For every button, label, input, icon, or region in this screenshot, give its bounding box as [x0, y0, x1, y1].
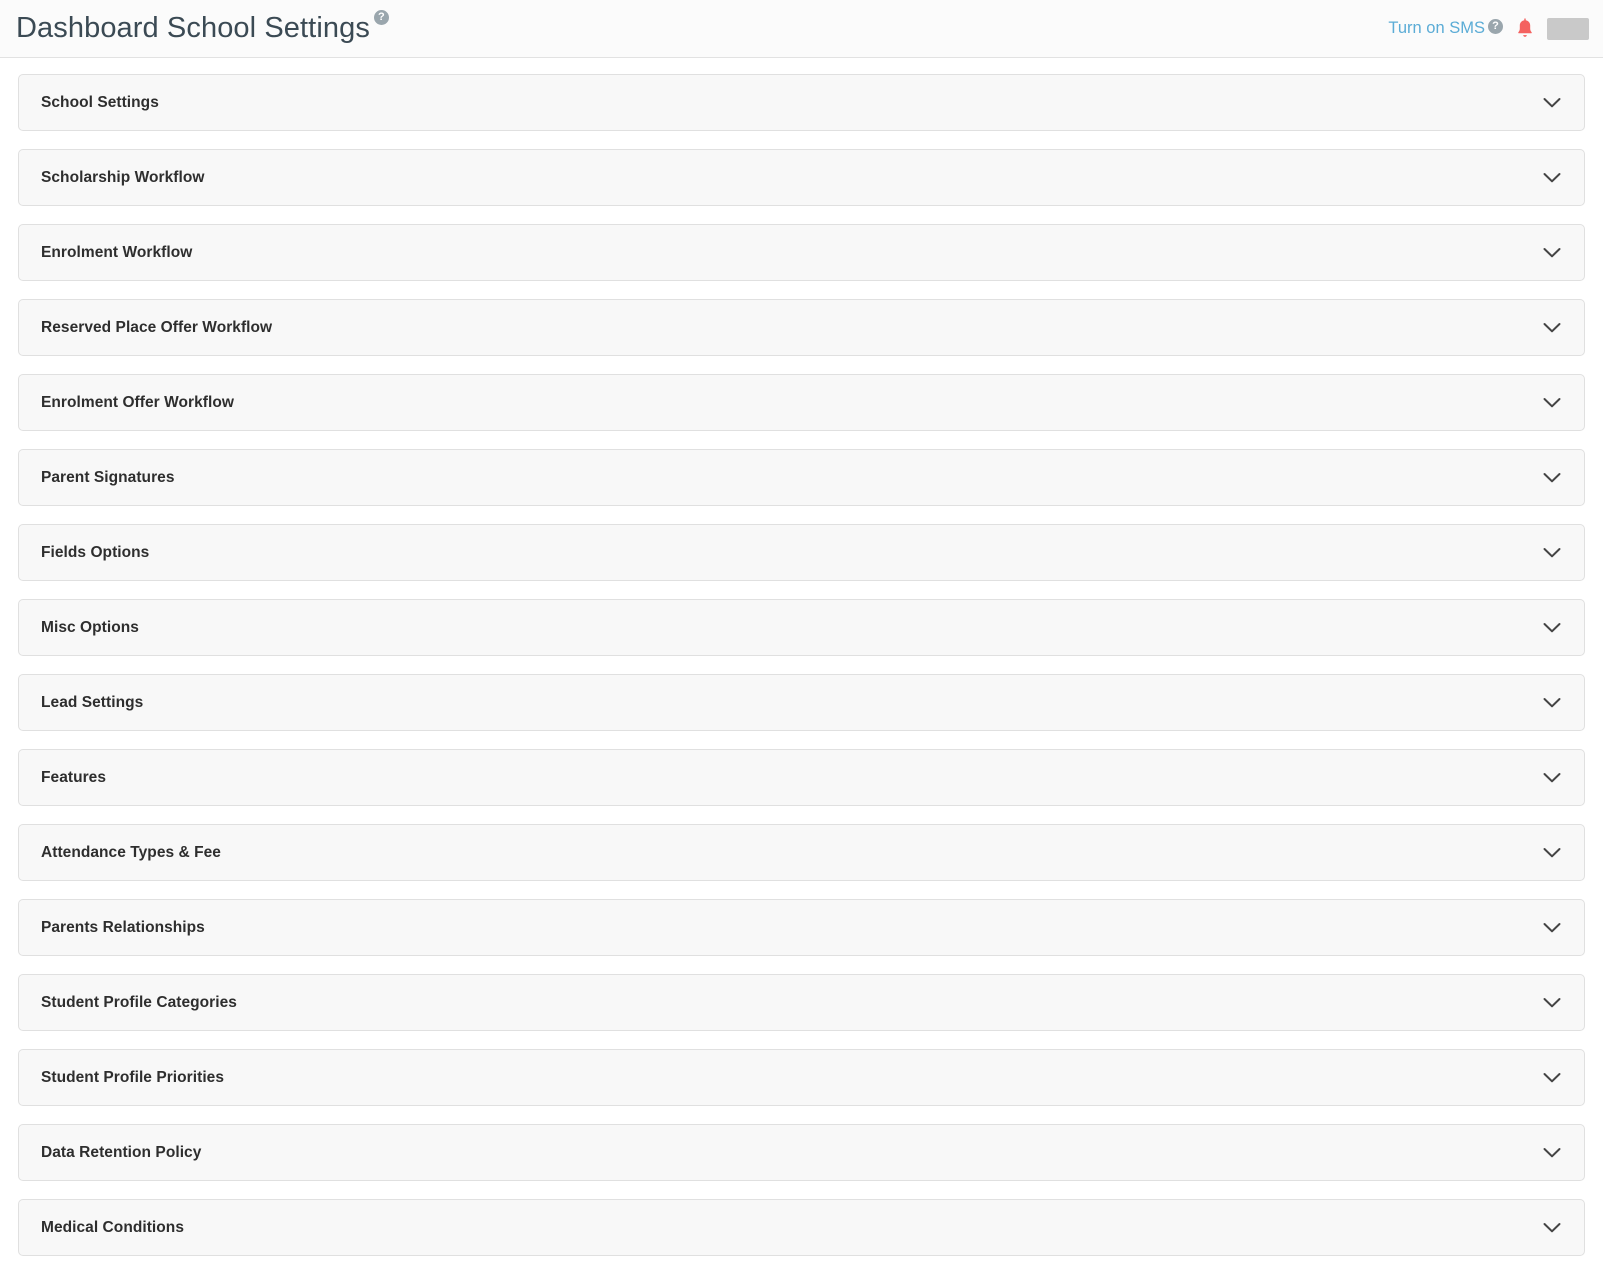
accordion-item-enrolment-workflow[interactable] [18, 224, 1585, 281]
accordion-title: Features [41, 768, 107, 786]
accordion-title: Scholarship Workflow [41, 168, 205, 186]
accordion-title: Lead Settings [41, 693, 144, 711]
accordion-item-parent-signatures[interactable] [18, 449, 1585, 506]
accordion-title: Misc Options [41, 618, 139, 636]
accordion-title: Attendance Types & Fee [41, 843, 221, 861]
accordion-title: Parents Relationships [41, 918, 205, 936]
chevron-down-icon[interactable] [1542, 1068, 1562, 1088]
accordion-item-medical-conditions[interactable] [18, 1199, 1585, 1256]
accordion-title: Data Retention Policy [41, 1143, 202, 1161]
accordion-title: Enrolment Workflow [41, 243, 193, 261]
accordion-title: Student Profile Categories [41, 993, 237, 1011]
accordion-title: School Settings [41, 93, 159, 111]
accordion-item-student-profile-categories[interactable] [18, 974, 1585, 1031]
accordion-item-student-profile-priorities[interactable] [18, 1049, 1585, 1106]
accordion-title: Enrolment Offer Workflow [41, 393, 234, 411]
page-title [16, 12, 389, 45]
accordion-item-features[interactable] [18, 749, 1585, 806]
chevron-down-icon[interactable] [1542, 693, 1562, 713]
chevron-down-icon[interactable] [1542, 843, 1562, 863]
chevron-down-icon[interactable] [1542, 768, 1562, 788]
accordion-item-misc-options[interactable] [18, 599, 1585, 656]
accordion-item-fields-options[interactable] [18, 524, 1585, 581]
help-icon[interactable]: ? [374, 10, 389, 25]
chevron-down-icon[interactable] [1542, 1143, 1562, 1163]
sms-help-icon[interactable]: ? [1488, 19, 1503, 34]
accordion-item-parents-relationships[interactable] [18, 899, 1585, 956]
turn-on-sms-label: Turn on SMS [1388, 19, 1485, 37]
accordion-item-attendance-types-fee[interactable] [18, 824, 1585, 881]
page-header [0, 0, 1603, 58]
chevron-down-icon[interactable] [1542, 243, 1562, 263]
chevron-down-icon[interactable] [1542, 543, 1562, 563]
accordion-title: Fields Options [41, 543, 150, 561]
accordion-title: Reserved Place Offer Workflow [41, 318, 273, 336]
chevron-down-icon[interactable] [1542, 168, 1562, 188]
chevron-down-icon[interactable] [1542, 318, 1562, 338]
accordion-item-lead-settings[interactable] [18, 674, 1585, 731]
chevron-down-icon[interactable] [1542, 993, 1562, 1013]
chevron-down-icon[interactable] [1542, 93, 1562, 113]
chevron-down-icon[interactable] [1542, 1218, 1562, 1238]
accordion-title: Student Profile Priorities [41, 1068, 225, 1086]
accordion-item-school-settings[interactable] [18, 74, 1585, 131]
chevron-down-icon[interactable] [1542, 468, 1562, 488]
accordion-item-data-retention-policy[interactable] [18, 1124, 1585, 1181]
chevron-down-icon[interactable] [1542, 918, 1562, 938]
chevron-down-icon[interactable] [1542, 618, 1562, 638]
header-actions [1388, 18, 1589, 40]
accordion-item-reserved-place-offer-workflow[interactable] [18, 299, 1585, 356]
turn-on-sms-link[interactable] [1388, 19, 1503, 38]
page-title-text: Dashboard School Settings [16, 12, 370, 44]
chevron-down-icon[interactable] [1542, 393, 1562, 413]
accordion-title: Parent Signatures [41, 468, 175, 486]
accordion-title: Medical Conditions [41, 1218, 184, 1236]
accordion-item-enrolment-offer-workflow[interactable] [18, 374, 1585, 431]
avatar[interactable] [1547, 18, 1589, 40]
settings-accordion-list [0, 58, 1603, 1256]
accordion-item-scholarship-workflow[interactable] [18, 149, 1585, 206]
notification-bell-icon[interactable] [1515, 18, 1535, 40]
